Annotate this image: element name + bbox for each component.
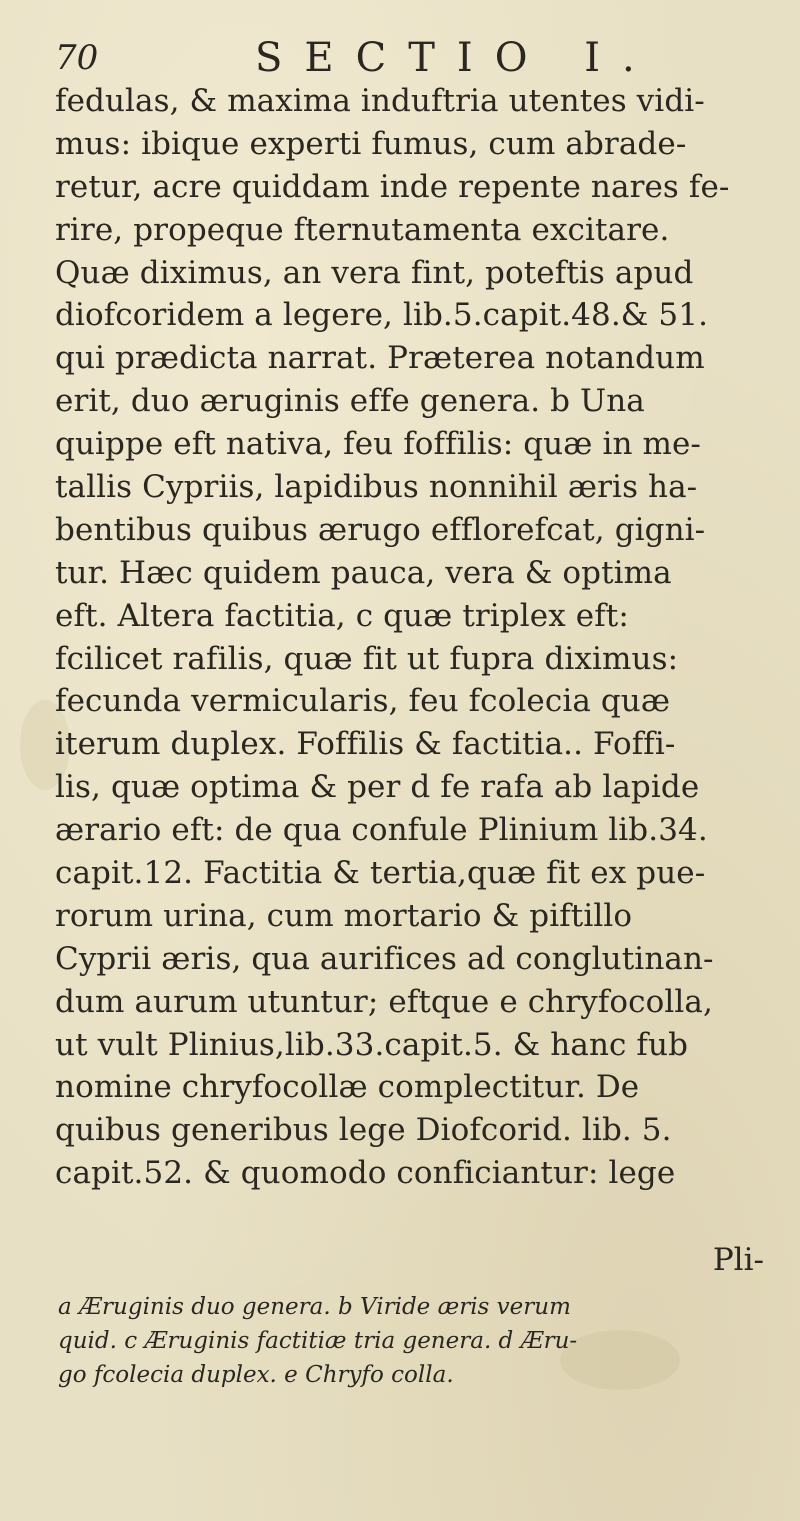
- text-line: dum aurum utuntur; eftque e chryfocolla,: [55, 983, 713, 1020]
- text-line: ut vult Plinius,lib.33.capit.5. & hanc fub: [55, 1026, 689, 1063]
- text-line: qui prædicta narrat. Præterea notandum: [55, 340, 705, 377]
- text-line: mus: ibique experti fumus, cum abrade-: [55, 125, 687, 162]
- section-title: SECTIO I.: [255, 35, 657, 81]
- text-line: rorum urina, cum mortario & piftillo: [55, 897, 633, 934]
- catchword: Pli-: [712, 1242, 764, 1278]
- note-line: go fcolecia duplex. e Chryfo colla.: [58, 1362, 454, 1388]
- text-line: quippe eft nativa, feu foffilis: quæ in me-: [55, 426, 701, 463]
- text-line: capit.52. & quomodo conficiantur: lege: [55, 1155, 676, 1192]
- text-line: ærario eft: de qua confule Plinium lib.34.: [55, 812, 708, 849]
- text-line: fecunda vermicularis, feu fcolecia quæ: [55, 683, 671, 720]
- running-head: [55, 36, 755, 82]
- text-line: fcilicet rafilis, quæ fit ut fupra diximus:: [55, 640, 679, 677]
- text-line: fedulas, & maxima induftria utentes vidi-: [55, 83, 705, 119]
- text-line: retur, acre quiddam inde repente nares fe-: [55, 168, 730, 205]
- text-line: tallis Cypriis, lapidibus nonnihil æris ha-: [55, 469, 698, 506]
- note-line: quid. c Æruginis factitiæ tria genera. d Æru-: [58, 1328, 578, 1354]
- text-line: rire, propeque fternutamenta excitare.: [55, 211, 670, 248]
- text-line: erit, duo æruginis effe genera. b Una: [55, 383, 645, 420]
- text-line: tur. Hæc quidem pauca, vera & optima: [55, 554, 672, 591]
- page-number: 70: [55, 38, 99, 78]
- note-line: a Æruginis duo genera. b Viride æris verum: [58, 1294, 571, 1320]
- text-line: lis, quæ optima & per d fe rafa ab lapide: [55, 769, 700, 806]
- marginal-notes: [58, 1290, 778, 1392]
- text-line: eft. Altera factitia, c quæ triplex eft:: [55, 597, 629, 634]
- text-line: Quæ diximus, an vera fint, poteftis apud: [55, 254, 694, 291]
- text-line: capit.12. Factitia & tertia,quæ fit ex pue-: [55, 855, 706, 892]
- text-line: Cyprii æris, qua aurifices ad conglutinan-: [55, 940, 714, 977]
- text-line: nomine chryfocollæ complectitur. De: [55, 1069, 640, 1106]
- text-line: quibus generibus lege Diofcorid. lib. 5.: [55, 1112, 672, 1149]
- body-text: [55, 80, 775, 1195]
- text-line: diofcoridem a legere, lib.5.capit.48.& 51.: [55, 297, 709, 334]
- text-line: bentibus quibus ærugo efflorefcat, gigni-: [55, 511, 706, 548]
- text-line: iterum duplex. Foffilis & factitia.. Foffi-: [55, 726, 676, 763]
